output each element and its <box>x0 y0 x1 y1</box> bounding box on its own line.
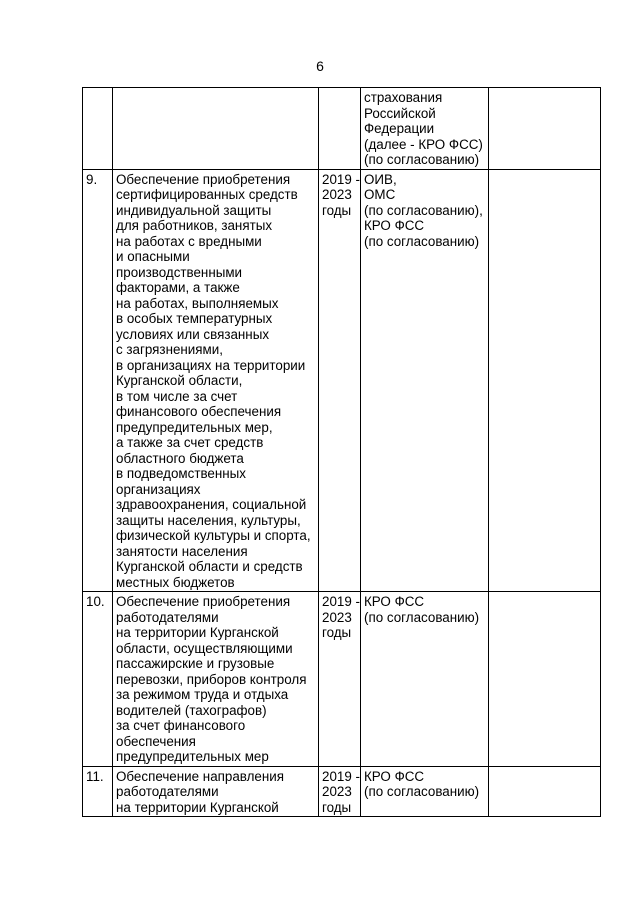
executors-cell <box>361 169 489 592</box>
executors-cell-line: (по согласованию), <box>364 202 483 218</box>
event-cell-line: на работах с вредными <box>116 233 262 249</box>
event-cell-line: области, осуществляющими <box>116 640 293 656</box>
event-cell <box>113 88 319 170</box>
period-cell-line: 2023 <box>322 187 352 202</box>
event-cell-line: на работах, выполняемых <box>116 295 279 311</box>
executors-cell <box>361 592 489 767</box>
period-cell-line: годы <box>322 625 352 640</box>
executors-cell-line: (по согласованию) <box>364 784 480 799</box>
executors-cell-line: ОМС <box>364 187 396 202</box>
event-cell-line: индивидуальной защиты <box>116 202 272 218</box>
executors-cell-line: (по согласованию) <box>364 152 480 167</box>
event-cell <box>113 169 319 592</box>
executors-cell-line: КРО ФСС <box>364 594 425 609</box>
period-cell-line: 2019 - <box>322 171 360 187</box>
executors-cell <box>361 88 489 170</box>
notes-cell <box>489 592 601 767</box>
event-cell-line: финансового обеспечения <box>116 404 282 419</box>
table-row <box>83 766 601 817</box>
row-number-cell: 9. <box>83 169 113 592</box>
event-cell-line: Обеспечение приобретения <box>116 171 291 187</box>
event-cell-line: на территории Курганской <box>116 799 279 815</box>
event-cell-line: защиты населения, культуры, <box>116 512 301 528</box>
event-cell-line: занятости населения <box>116 543 248 559</box>
period-cell-line: 2023 <box>322 784 352 799</box>
executors-cell-line: (по согласованию) <box>364 233 480 249</box>
period-cell <box>319 592 361 767</box>
row-number-cell <box>83 88 113 170</box>
period-cell-line: годы <box>322 202 352 218</box>
event-cell-line: в подведомственных <box>116 466 246 481</box>
event-cell-line: условиях или связанных <box>116 326 270 342</box>
event-cell-line: предупредительных мер <box>116 749 269 764</box>
executors-cell-line: страхования <box>364 90 443 105</box>
event-cell-line: перевозки, приборов контроля <box>116 671 307 687</box>
notes-cell <box>489 766 601 817</box>
event-cell-line: физической культуры и спорта, <box>116 528 311 543</box>
event-cell-line: производственными <box>116 264 243 280</box>
event-cell-line: на территории Курганской <box>116 625 279 640</box>
period-cell-line: годы <box>322 799 352 815</box>
executors-cell <box>361 766 489 817</box>
executors-cell-line: КРО ФСС <box>364 218 425 233</box>
event-cell-line: в особых температурных <box>116 311 273 326</box>
event-cell-line: сертифицированных средств <box>116 187 298 202</box>
measures-table-body <box>83 88 601 817</box>
executors-cell-line: КРО ФСС <box>364 768 425 784</box>
table-row <box>83 88 601 170</box>
event-cell-line: в организациях на территории <box>116 357 306 373</box>
period-cell <box>319 766 361 817</box>
event-cell-line: в том числе за счет <box>116 388 238 404</box>
row-number-cell: 11. <box>83 766 113 817</box>
notes-cell <box>489 169 601 592</box>
event-cell-line: предупредительных мер, <box>116 419 273 435</box>
period-cell-line: 2023 <box>322 609 352 625</box>
executors-cell-line: (далее - КРО ФСС) <box>364 136 483 152</box>
executors-cell-line: Российской <box>364 105 436 121</box>
event-cell-line: водителей (тахографов) <box>116 702 267 718</box>
event-cell <box>113 592 319 767</box>
executors-cell-line: ОИВ, <box>364 171 397 187</box>
event-cell-line: Курганской области и средств <box>116 559 303 574</box>
event-cell-line: организациях <box>116 481 201 497</box>
page-number: 6 <box>316 58 324 74</box>
executors-cell-line: (по согласованию) <box>364 609 480 625</box>
event-cell-line: местных бюджетов <box>116 574 235 590</box>
table-row <box>83 592 601 767</box>
notes-cell <box>489 88 601 170</box>
event-cell-line: работодателями <box>116 609 219 625</box>
event-cell-line: а также за счет средств <box>116 435 264 450</box>
event-cell-line: областного бюджета <box>116 450 244 466</box>
event-cell-line: пассажирские и грузовые <box>116 656 275 671</box>
measures-table <box>82 87 601 817</box>
table-row <box>83 169 601 592</box>
event-cell-line: с загрязнениями, <box>116 342 223 357</box>
period-cell-line: 2019 - <box>322 594 360 609</box>
event-cell-line: Обеспечение направления <box>116 768 284 784</box>
period-cell <box>319 88 361 170</box>
event-cell-line: Курганской области, <box>116 373 243 388</box>
event-cell-line: для работников, занятых <box>116 218 273 233</box>
event-cell-line: и опасными <box>116 249 190 264</box>
event-cell-line: обеспечения <box>116 733 196 749</box>
event-cell <box>113 766 319 817</box>
period-cell <box>319 169 361 592</box>
event-cell-line: за счет финансового <box>116 718 246 733</box>
period-cell-line: 2019 - <box>322 768 360 784</box>
event-cell-line: за режимом труда и отдыха <box>116 687 289 702</box>
event-cell-line: Обеспечение приобретения <box>116 594 291 609</box>
executors-cell-line: Федерации <box>364 121 435 136</box>
event-cell-line: здравоохранения, социальной <box>116 497 307 512</box>
row-number-cell: 10. <box>83 592 113 767</box>
event-cell-line: работодателями <box>116 784 219 799</box>
event-cell-line: факторами, а также <box>116 280 240 295</box>
